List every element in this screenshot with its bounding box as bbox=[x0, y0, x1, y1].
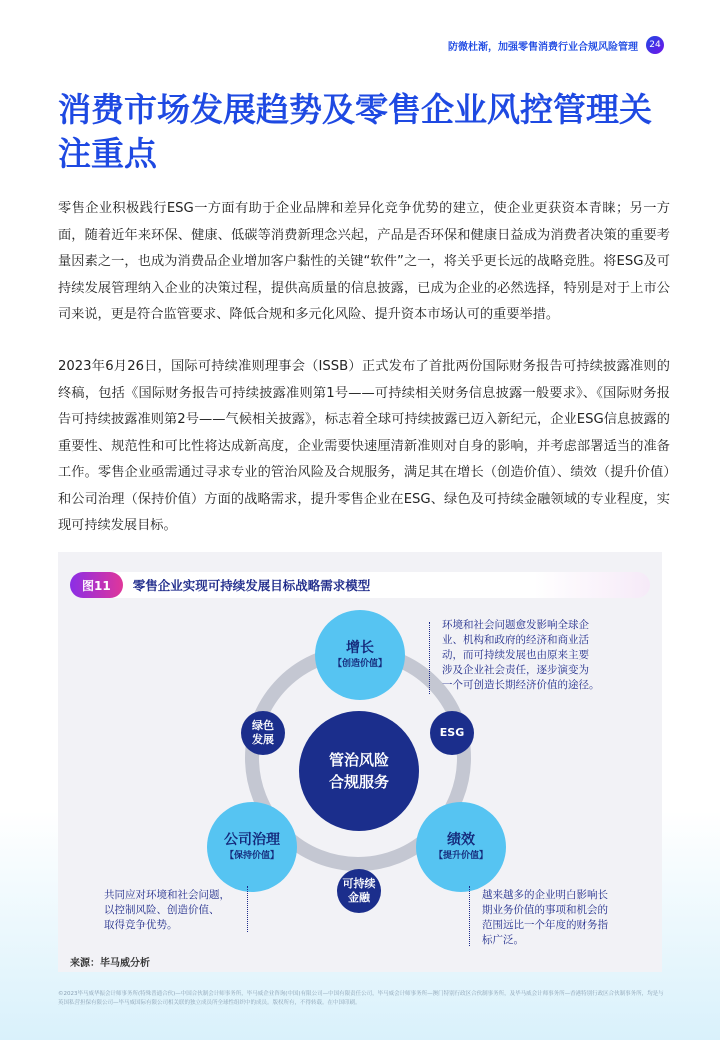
performance-sub: 【提升价值】 bbox=[433, 851, 488, 861]
performance-label: 绩效 bbox=[447, 832, 475, 848]
header-title: 防微杜渐，加强零售消费行业合规风险管理 bbox=[448, 41, 638, 53]
copyright-footer: ©2023毕马威华振会计师事务所(特殊普通合伙)—中国合伙制会计师事务所，毕马威企业咨询(中国)有限公司—中国有限责任公司，毕马威会计师事务所—澳门特别行政区合伙制事务所，及毕马威会计师事务所—香港特别行政区合伙制事务所，均是与英国私营担保有限公司—毕马威国际有限公司相关联的独立成员所全球性组织中的成员。版权所有，不得转载。在中国印刷。 bbox=[58, 991, 664, 1006]
governance-sub: 【保持价值】 bbox=[224, 851, 279, 861]
finance-line-1: 可持续 bbox=[342, 877, 376, 890]
performance-node bbox=[416, 802, 506, 892]
figure-source: 来源：毕马威分析 bbox=[70, 958, 150, 969]
center-line-2: 合规服务 bbox=[328, 773, 389, 791]
growth-node bbox=[315, 610, 405, 700]
note-top-right: 环境和社会问题愈发影响全球企 业、机构和政府的经济和商业活 动，而可持续发展也由原来主要 涉及企业社会责任，逐步演变为 一个可创造长期经济价值的途径。 bbox=[442, 619, 600, 691]
connector-bottom-right bbox=[469, 886, 470, 946]
green-node bbox=[241, 711, 285, 755]
note-bottom-right: 越来越多的企业明白影响长 期业务价值的事项和机会的 范围远比一个年度的财务指 标广泛。 bbox=[482, 889, 608, 946]
figure-title-bar bbox=[70, 572, 650, 598]
green-line-2: 发展 bbox=[252, 733, 274, 746]
figure-tag: 图11 bbox=[70, 572, 123, 598]
green-line-1: 绿色 bbox=[252, 719, 274, 732]
page-header bbox=[448, 36, 664, 54]
esg-node bbox=[430, 711, 474, 755]
figure-panel bbox=[58, 552, 662, 972]
center-line-1: 管治风险 bbox=[328, 751, 389, 769]
governance-node bbox=[207, 802, 297, 892]
center-node bbox=[299, 711, 419, 831]
esg-label: ESG bbox=[439, 726, 465, 739]
finance-line-2: 金融 bbox=[348, 891, 370, 904]
body-paragraph-1: 零售企业积极践行ESG一方面有助于企业品牌和差异化竞争优势的建立，使企业更获资本青睐；另一方面，随着近年来环保、健康、低碳等消费新理念兴起，产品是否环保和健康日益成为消费者决策的重要考量因素之一，也成为消费品企业增加客户黏性的关键“软件”之一，将关乎更长远的战略竞胜。将ESG及可持续发展管理纳入企业的决策过程，提供高质量的信息披露，已成为企业的必然选择，特别是对于上市公司来说，更是符合监管要求、降低合规和多元化风险、提升资本市场认可的重要举措。 bbox=[58, 201, 670, 322]
body-paragraph-2: 2023年6月26日，国际可持续准则理事会（ISSB）正式发布了首批两份国际财务报告可持续披露准则的终稿，包括《国际财务报告可持续披露准则第1号——可持续相关财务信息披露一般要求》、《国际财务报告可持续披露准则第2号——气候相关披露》，标志着全球可持续披露已迈入新纪元，企业ESG信息披露的重要性、规范性和可比性将达成新高度，企业需要快速厘清新准则对自身的影响，并考虑部署适当的准备工作。零售企业亟需通过寻求专业的管治风险及合规服务，满足其在增长（创造价值）、绩效（提升价值）和公司治理（保持价值）方面的战略需求，提升零售企业在ESG、绿色及可持续金融领域的专业程度，实现可持续发展目标。 bbox=[58, 359, 670, 533]
figure-title: 零售企业实现可持续发展目标战略需求模型 bbox=[132, 578, 371, 593]
note-bottom-left: 共同应对环境和社会问题， 以控制风险、创造价值、 取得竞争优势。 bbox=[104, 889, 230, 931]
finance-node bbox=[337, 869, 381, 913]
growth-label: 增长 bbox=[346, 640, 374, 656]
growth-sub: 【创造价值】 bbox=[332, 659, 387, 669]
connector-top-right bbox=[429, 622, 430, 694]
connector-bottom-left bbox=[247, 886, 248, 932]
governance-label: 公司治理 bbox=[224, 832, 280, 848]
page-number-badge: 24 bbox=[646, 36, 664, 54]
page-title: 消费市场发展趋势及零售企业风控管理关注重点 bbox=[58, 90, 652, 173]
